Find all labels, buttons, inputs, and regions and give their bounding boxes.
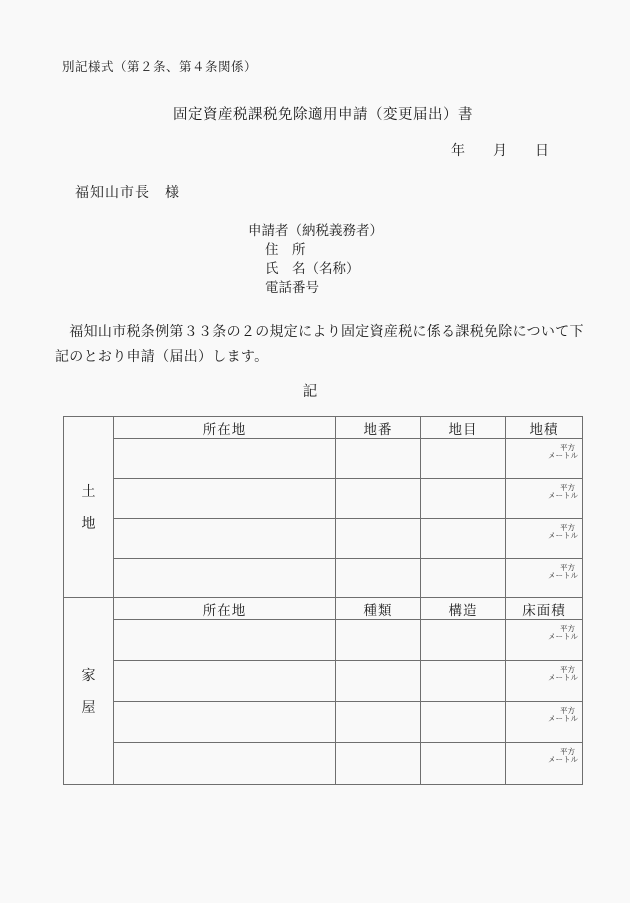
body-paragraph-line2: 記のとおり申請（届出）します。 [55, 349, 269, 365]
land-header-lot-number: 地番 [336, 417, 421, 439]
addressee-line: 福知山市長 様 [75, 185, 180, 201]
body-paragraph [55, 320, 584, 370]
land-lot-number-cell [336, 439, 421, 479]
house-structure-cell [421, 743, 506, 785]
date-year-label: 年 [451, 143, 465, 159]
house-row-3 [64, 702, 583, 743]
land-label-char1: 土 [81, 484, 96, 500]
house-floor-area-cell [506, 661, 583, 702]
land-row-1 [64, 439, 583, 479]
land-lot-number-cell [336, 519, 421, 559]
land-lot-number-cell [336, 479, 421, 519]
unit-meter-label: メートル [548, 631, 578, 641]
house-row-4 [64, 743, 583, 785]
land-row-4 [64, 559, 583, 598]
applicant-phone-label: 電話番号 [265, 280, 319, 296]
house-label-char2: 屋 [81, 700, 96, 716]
unit-label-group [506, 559, 582, 585]
unit-square-label: 平方 [560, 747, 575, 756]
date-month-label: 月 [493, 143, 507, 159]
applicant-address-label: 住 所 [265, 242, 306, 258]
house-location-cell [114, 743, 336, 785]
unit-meter-label: メートル [548, 450, 578, 460]
section-label-land [64, 417, 114, 598]
house-row-2 [64, 661, 583, 702]
land-header-category: 地目 [421, 417, 506, 439]
unit-square-label: 平方 [560, 443, 575, 452]
unit-label-group [506, 519, 582, 545]
land-row-2 [64, 479, 583, 519]
house-header-structure: 構造 [421, 598, 506, 620]
unit-meter-label: メートル [548, 754, 578, 764]
house-header-location: 所在地 [114, 598, 336, 620]
land-label-stack [64, 481, 113, 533]
land-category-cell [421, 519, 506, 559]
unit-meter-label: メートル [548, 713, 578, 723]
unit-square-label: 平方 [560, 563, 575, 572]
house-location-cell [114, 620, 336, 661]
land-location-cell [114, 559, 336, 598]
land-area-cell [506, 439, 583, 479]
land-header-row [64, 417, 583, 439]
land-location-cell [114, 439, 336, 479]
land-category-cell [421, 479, 506, 519]
section-label-house [64, 598, 114, 785]
list-marker: 記 [302, 384, 318, 400]
unit-square-label: 平方 [560, 665, 575, 674]
form-reference: 別記様式（第２条、第４条関係） [62, 59, 258, 74]
house-floor-area-cell [506, 702, 583, 743]
house-header-type: 種類 [336, 598, 421, 620]
house-label-stack [64, 665, 113, 717]
page-title: 固定資産税課税免除適用申請（変更届出）書 [173, 107, 473, 123]
house-type-cell [336, 702, 421, 743]
land-row-3 [64, 519, 583, 559]
house-location-cell [114, 661, 336, 702]
land-category-cell [421, 559, 506, 598]
house-structure-cell [421, 620, 506, 661]
body-paragraph-line1: 福知山市税条例第３３条の２の規定により固定資産税に係る課税免除について下 [55, 324, 584, 340]
unit-meter-label: メートル [548, 672, 578, 682]
date-day-label: 日 [535, 143, 549, 159]
house-row-1 [64, 620, 583, 661]
unit-square-label: 平方 [560, 523, 575, 532]
house-structure-cell [421, 702, 506, 743]
land-location-cell [114, 519, 336, 559]
house-type-cell [336, 620, 421, 661]
applicant-name-label: 氏 名（名称） [265, 261, 360, 277]
land-header-area: 地積 [506, 417, 583, 439]
land-category-cell [421, 439, 506, 479]
property-table [63, 416, 583, 785]
unit-meter-label: メートル [548, 570, 578, 580]
unit-label-group [506, 479, 582, 505]
land-location-cell [114, 479, 336, 519]
applicant-heading: 申請者（納税義務者） [248, 223, 383, 239]
unit-label-group [506, 702, 582, 728]
land-header-location: 所在地 [114, 417, 336, 439]
house-location-cell [114, 702, 336, 743]
unit-meter-label: メートル [548, 490, 578, 500]
applicant-block [248, 222, 383, 298]
land-area-cell [506, 559, 583, 598]
house-header-floor-area: 床面積 [506, 598, 583, 620]
house-floor-area-cell [506, 620, 583, 661]
unit-label-group [506, 661, 582, 687]
house-floor-area-cell [506, 743, 583, 785]
unit-label-group [506, 439, 582, 465]
unit-meter-label: メートル [548, 530, 578, 540]
house-label-char1: 家 [81, 668, 96, 684]
unit-label-group [506, 743, 582, 769]
unit-label-group [506, 620, 582, 646]
unit-square-label: 平方 [560, 483, 575, 492]
land-label-char2: 地 [81, 516, 96, 532]
house-type-cell [336, 661, 421, 702]
land-area-cell [506, 479, 583, 519]
land-area-cell [506, 519, 583, 559]
date-line [451, 140, 549, 160]
house-header-row [64, 598, 583, 620]
unit-square-label: 平方 [560, 624, 575, 633]
unit-square-label: 平方 [560, 706, 575, 715]
house-structure-cell [421, 661, 506, 702]
house-type-cell [336, 743, 421, 785]
land-lot-number-cell [336, 559, 421, 598]
